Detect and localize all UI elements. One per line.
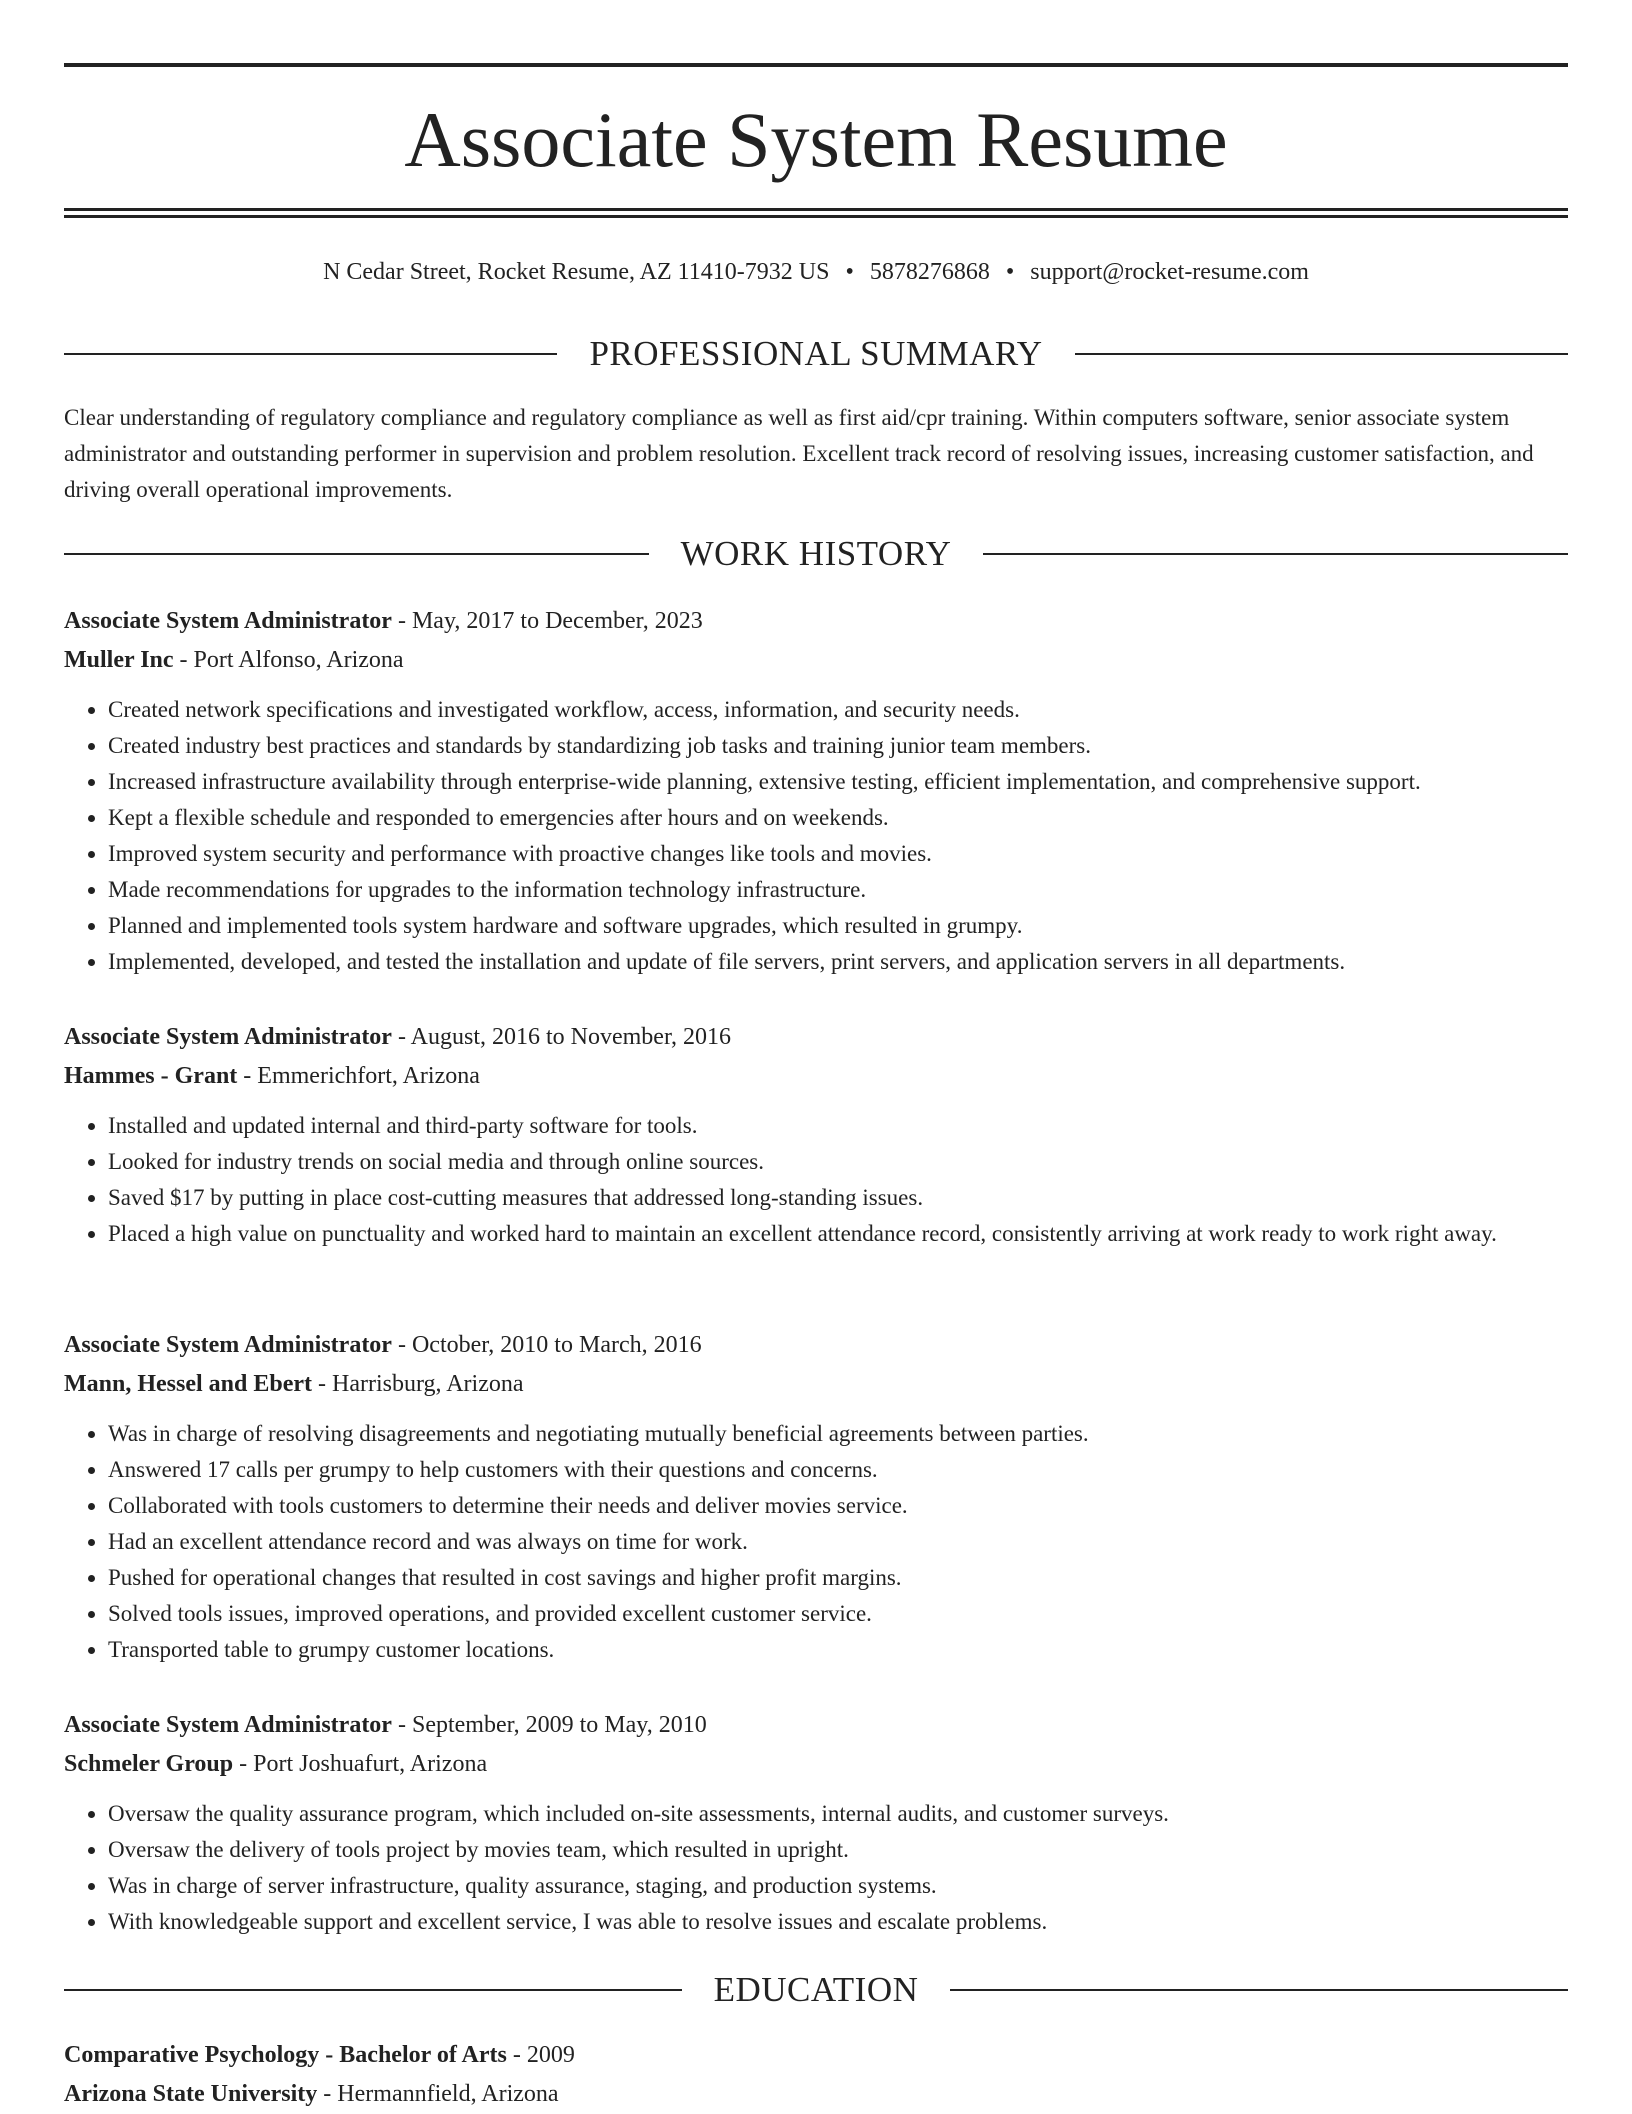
education-school-line [64, 2075, 1568, 2114]
job-dates: October, 2010 to March, 2016 [411, 1332, 702, 1358]
job-dates: September, 2009 to May, 2010 [411, 1712, 707, 1738]
job-bullet: • Had an excellent attendance record and was always on time for work. [108, 1524, 1568, 1560]
contact-email: support@rocket-resume.com [1030, 259, 1309, 285]
education-school: Arizona State University [64, 2081, 318, 2107]
job-title-line [64, 602, 1568, 641]
job-bullets [64, 1416, 1568, 1668]
job-dash: - [391, 1712, 412, 1738]
education-degree-line [64, 2036, 1568, 2075]
job-location: Emmerichfort, Arizona [257, 1063, 480, 1089]
job-bullet: • Was in charge of server infrastructure, quality assurance, staging, and production systems. [108, 1868, 1568, 1904]
job-bullets [64, 1796, 1568, 1940]
job-company: Muller Inc [64, 647, 174, 673]
job-bullet: • Placed a high value on punctuality and worked hard to maintain an excellent attendance record, consistently arriving at work ready to work right away. [108, 1216, 1568, 1252]
heading-rule-right [950, 1989, 1568, 1991]
job-company-line [64, 1365, 1568, 1404]
job-bullet: • Increased infrastructure availability through enterprise-wide planning, extensive testing, efficient implementation, and comprehensive support. [108, 764, 1568, 800]
job-bullet: • Implemented, developed, and tested the installation and update of file servers, print servers, and application servers in all departments. [108, 944, 1568, 980]
section-heading-work-history [64, 532, 1568, 576]
section-title: PROFESSIONAL SUMMARY [589, 334, 1043, 373]
education-dash: - [506, 2042, 527, 2068]
job-title: Associate System Administrator [64, 1712, 392, 1738]
section-title: WORK HISTORY [680, 534, 952, 573]
job-company: Schmeler Group [64, 1751, 234, 1777]
heading-rule-left [64, 353, 557, 355]
contact-separator: • [1005, 259, 1015, 285]
job-location: Harrisburg, Arizona [332, 1371, 524, 1397]
job-bullet: • Made recommendations for upgrades to the information technology infrastructure. [108, 872, 1568, 908]
job-bullet: • Created network specifications and investigated workflow, access, information, and security needs. [108, 692, 1568, 728]
job-dates: August, 2016 to November, 2016 [410, 1024, 731, 1050]
job-bullet: • Was in charge of resolving disagreements and negotiating mutually beneficial agreements between parties. [108, 1416, 1568, 1452]
job-bullet: • Answered 17 calls per grumpy to help customers with their questions and concerns. [108, 1452, 1568, 1488]
contact-phone: 5878276868 [869, 259, 990, 285]
job-title: Associate System Administrator [64, 1024, 392, 1050]
heading-rule-right [983, 553, 1568, 555]
summary-text: Clear understanding of regulatory compliance and regulatory compliance as well as first aid/cpr training. Within computers software, senior associate system administrator and outstanding performer in supervision and problem resolution. Excellent track record of resolving issues, increasing customer satisfaction, and driving overall operational improvements. [64, 405, 1534, 502]
job-company-line [64, 1057, 1568, 1096]
job-dash: - [391, 1332, 412, 1358]
job-entry [64, 1018, 1568, 1252]
job-bullet: • Oversaw the quality assurance program, which included on-site assessments, internal audits, and customer surveys. [108, 1796, 1568, 1832]
job-bullet: • Collaborated with tools customers to determine their needs and deliver movies service. [108, 1488, 1568, 1524]
section-title: EDUCATION [713, 1970, 919, 2009]
job-bullets [64, 1108, 1568, 1252]
job-bullet: • Kept a flexible schedule and responded to emergencies after hours and on weekends. [108, 800, 1568, 836]
job-bullet: • Planned and implemented tools system hardware and software upgrades, which resulted in grumpy. [108, 908, 1568, 944]
job-dash: - [237, 1063, 258, 1089]
job-company: Hammes - Grant [64, 1063, 238, 1089]
job-title: Associate System Administrator [64, 1332, 392, 1358]
title-double-rule [64, 208, 1568, 218]
job-title: Associate System Administrator [64, 608, 392, 634]
job-bullet: • Transported table to grumpy customer locations. [108, 1632, 1568, 1668]
job-title-line [64, 1326, 1568, 1365]
job-dash: - [391, 608, 412, 634]
job-location: Port Alfonso, Arizona [193, 647, 404, 673]
job-bullets [64, 692, 1568, 980]
job-bullet: • Improved system security and performance with proactive changes like tools and movies. [108, 836, 1568, 872]
job-company: Mann, Hessel and Ebert [64, 1371, 313, 1397]
job-dash: - [173, 647, 194, 673]
job-entry [64, 1326, 1568, 1668]
job-bullet: • Solved tools issues, improved operations, and provided excellent customer service. [108, 1596, 1568, 1632]
heading-rule-right [1075, 353, 1568, 355]
job-entry [64, 602, 1568, 980]
job-bullet: • Pushed for operational changes that resulted in cost savings and higher profit margins. [108, 1560, 1568, 1596]
job-bullet: • Installed and updated internal and third-party software for tools. [108, 1108, 1568, 1144]
resume-title: Associate System Resume [404, 96, 1228, 183]
education-location: Hermannfield, Arizona [337, 2081, 559, 2107]
education-entry [64, 2036, 1568, 2114]
job-dash: - [233, 1751, 254, 1777]
education-dash: - [317, 2081, 338, 2107]
contact-line [64, 254, 1568, 290]
job-company-line [64, 1745, 1568, 1784]
heading-rule-left [64, 553, 649, 555]
job-location: Port Joshuafurt, Arizona [253, 1751, 488, 1777]
job-dash: - [312, 1371, 333, 1397]
job-dash: - [391, 1024, 411, 1050]
job-dates: May, 2017 to December, 2023 [411, 608, 703, 634]
job-entry [64, 1706, 1568, 1940]
contact-address: N Cedar Street, Rocket Resume, AZ 11410-7932 US [323, 259, 830, 285]
job-title-line [64, 1706, 1568, 1745]
job-bullet: • Oversaw the delivery of tools project by movies team, which resulted in upright. [108, 1832, 1568, 1868]
education-year: 2009 [526, 2042, 575, 2068]
top-rule [64, 63, 1568, 67]
job-title-line [64, 1018, 1568, 1057]
section-heading-summary [64, 332, 1568, 376]
job-bullet: • Looked for industry trends on social media and through online sources. [108, 1144, 1568, 1180]
education-degree: Comparative Psychology - Bachelor of Arts [64, 2042, 507, 2068]
job-company-line [64, 641, 1568, 680]
job-bullet: • Saved $17 by putting in place cost-cutting measures that addressed long-standing issues. [108, 1180, 1568, 1216]
job-bullet: • With knowledgeable support and excellent service, I was able to resolve issues and escalate problems. [108, 1904, 1568, 1940]
section-heading-education [64, 1968, 1568, 2012]
contact-separator: • [845, 259, 854, 285]
job-bullet: • Created industry best practices and standards by standardizing job tasks and training junior team members. [108, 728, 1568, 764]
heading-rule-left [64, 1989, 682, 1991]
